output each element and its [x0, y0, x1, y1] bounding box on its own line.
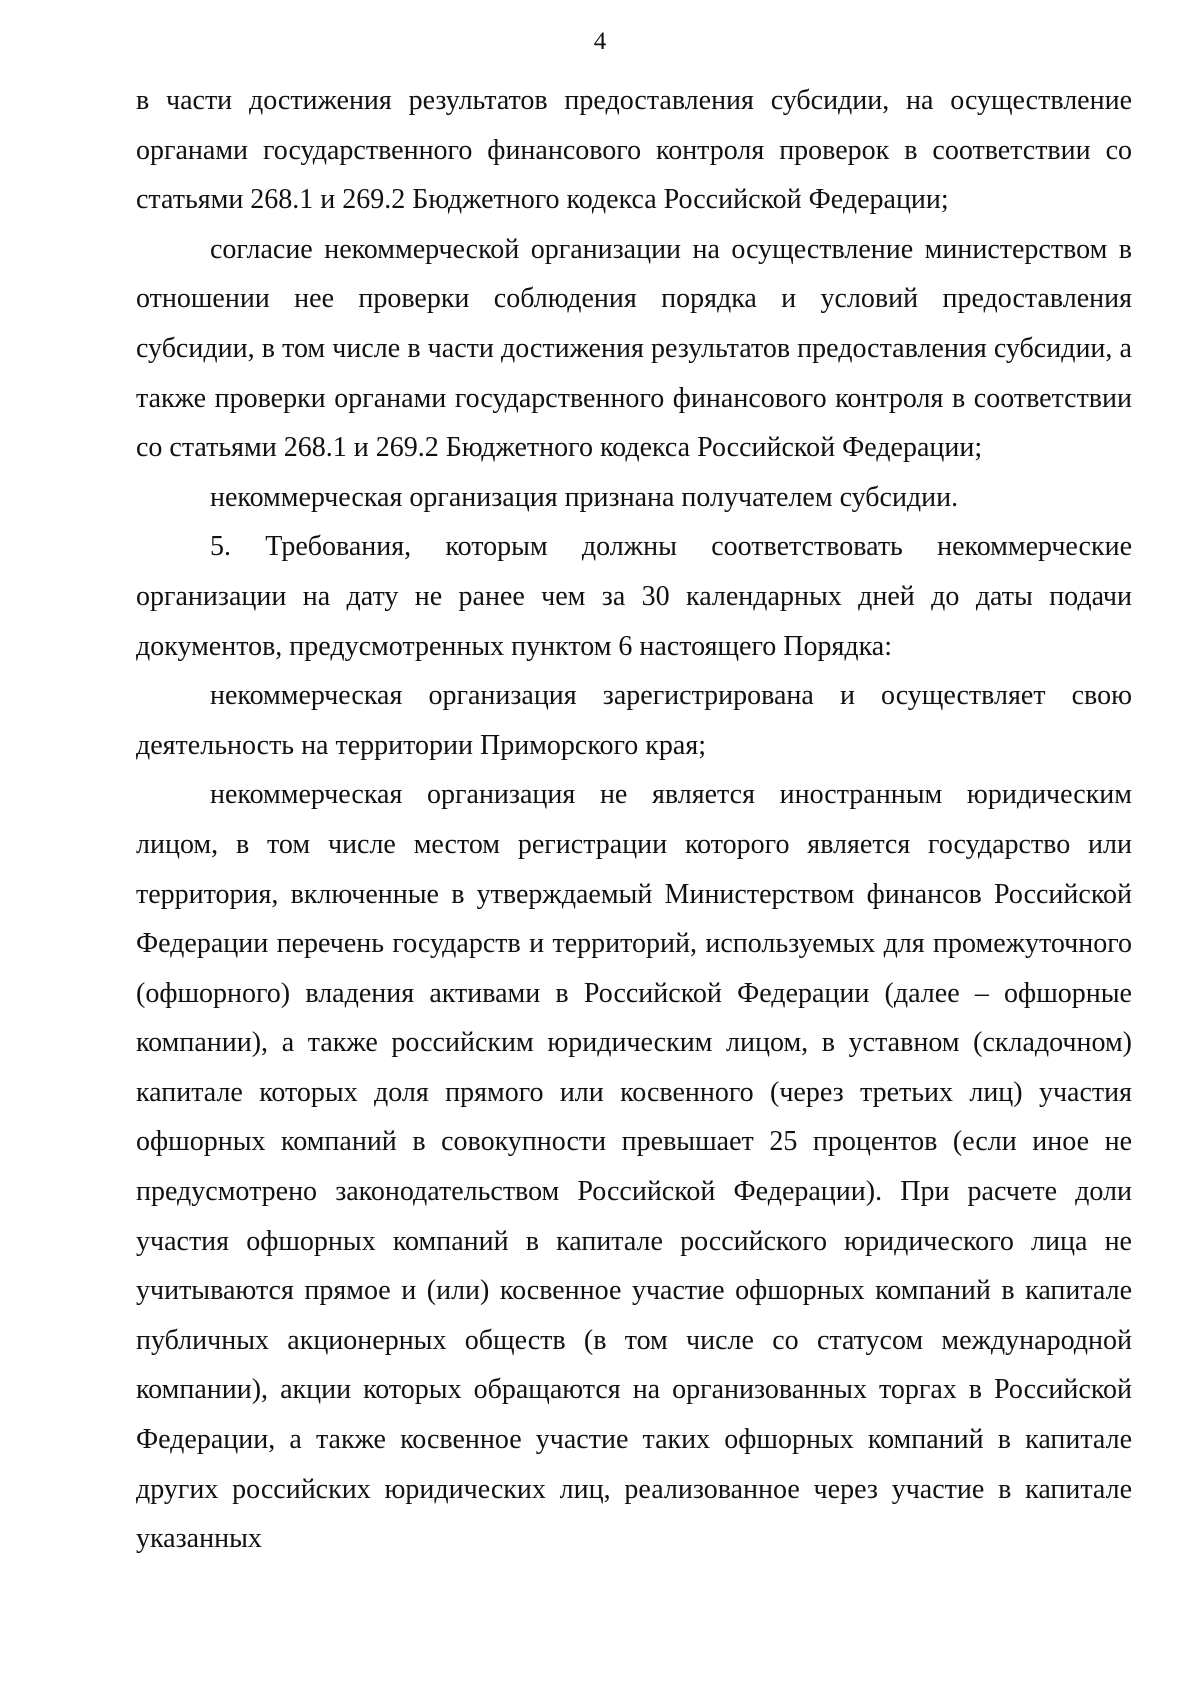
paragraph-2: согласие некоммерческой организации на осуществление министерством в отношении нее проверки соблюдения порядка и условий предоставления субсидии, в том числе в части достижения результатов предоставления субсидии, а также проверки органами государственного финансового контроля в соответствии со статьями 268.1 и 269.2 Бюджетного кодекса Российской Федерации; [136, 233, 1132, 464]
page-number: 4 [593, 28, 607, 55]
paragraph-4: 5. Требования, которым должны соответствовать некоммерческие организации на дату не ранее чем за 30 календарных дней до даты подачи документов, предусмотренных пунктом 6 настоящего Порядка: [136, 531, 1132, 662]
paragraph-3: некоммерческая организация признана получателем субсидии. [210, 481, 959, 513]
paragraph-1: в части достижения результатов предоставления субсидии, на осуществление органами государственного финансового контроля проверок в соответствии со статьями 268.1 и 269.2 Бюджетного кодекса Российской Федерации; [136, 85, 1132, 216]
paragraph-5: некоммерческая организация зарегистрирована и осуществляет свою деятельность на территории Приморского края; [136, 680, 1132, 761]
document-body [136, 76, 1132, 1564]
paragraph-6: некоммерческая организация не является иностранным юридическим лицом, в том числе местом регистрации которого является государство или территория, включенные в утверждаемый Министерством финансов Российской Федерации перечень государств и территорий, используемых для промежуточного (офшорного) владения активами в Российской Федерации (далее – офшорные компании), а также российским юридическим лицом, в уставном (складочном) капитале которых доля прямого или косвенного (через третьих лиц) участия офшорных компаний в совокупности превышает 25 процентов (если иное не предусмотрено законодательством Российской Федерации). При расчете доли участия офшорных компаний в капитале российского юридического лица не учитываются прямое и (или) косвенное участие офшорных компаний в капитале публичных акционерных обществ (в том числе со статусом международной компании), акции которых обращаются на организованных торгах в Российской Федерации, а также косвенное участие таких офшорных компаний в капитале других российских юридических лиц, реализованное через участие в капитале указанных [136, 779, 1132, 1555]
